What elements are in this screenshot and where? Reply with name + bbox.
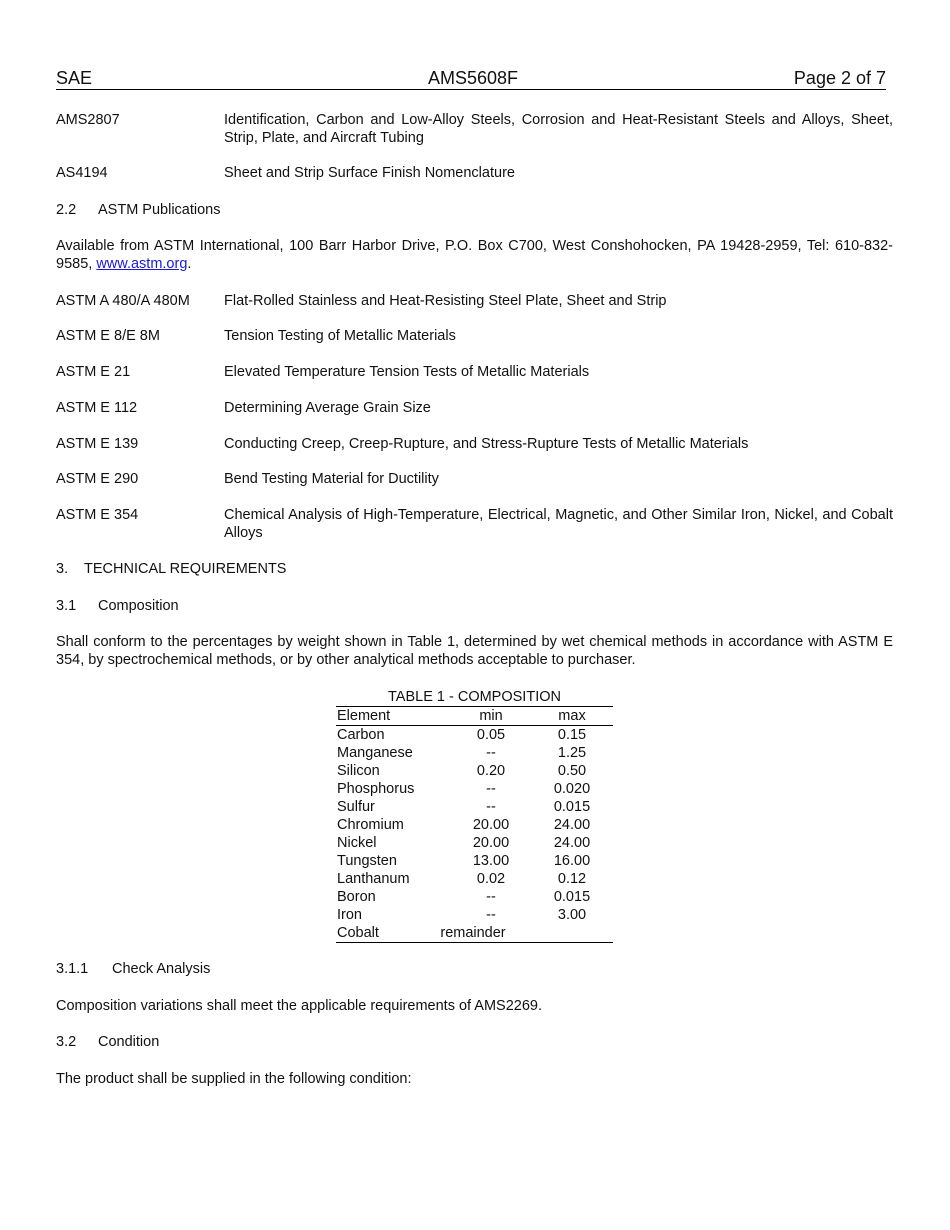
cell-min: -- (486, 745, 496, 761)
reference-code: AMS2807 (56, 112, 120, 128)
column-header-element: Element (337, 708, 391, 724)
reference-entry (56, 470, 893, 488)
section-number: 3.2 (56, 1034, 77, 1050)
cell-element: Lanthanum (337, 871, 410, 887)
reference-entry (56, 164, 893, 182)
cell-min: 0.20 (476, 763, 506, 779)
reference-description: Tension Testing of Metallic Materials (224, 328, 456, 344)
astm-availability-tail: . (187, 256, 192, 272)
cell-max: 24.00 (553, 817, 591, 833)
astm-website-link[interactable]: www.astm.org (96, 256, 188, 272)
header-doc-number: AMS5608F (428, 68, 519, 88)
cell-min: 20.00 (472, 835, 510, 851)
cell-element: Manganese (337, 745, 413, 761)
cell-max: 16.00 (553, 853, 591, 869)
section-number: 3.1.1 (56, 961, 89, 977)
condition-paragraph: The product shall be supplied in the following condition: (56, 1071, 412, 1087)
reference-entry (56, 363, 893, 381)
table-row (336, 888, 613, 906)
section-heading-3 (56, 560, 286, 578)
cell-element: Chromium (337, 817, 404, 833)
reference-entry (56, 435, 893, 453)
table-row (336, 834, 613, 852)
cell-max: 0.12 (557, 871, 587, 887)
cell-max: 3.00 (557, 907, 587, 923)
cell-min: -- (486, 781, 496, 797)
check-analysis-paragraph: Composition variations shall meet the applicable requirements of AMS2269. (56, 998, 543, 1014)
reference-description: Determining Average Grain Size (224, 400, 431, 416)
section-number: 2.2 (56, 202, 77, 218)
table-row (336, 762, 613, 780)
table-row (336, 852, 613, 870)
cell-element: Iron (337, 907, 362, 923)
section-title: TECHNICAL REQUIREMENTS (84, 561, 287, 577)
cell-min: -- (486, 889, 496, 905)
cell-element: Phosphorus (337, 781, 415, 797)
reference-code: ASTM E 354 (56, 507, 139, 523)
composition-paragraph: Shall conform to the percentages by weight shown in Table 1, determined by wet chemical methods in accordance with ASTM E 354, by spectrochemical methods, or by other analytical methods acceptable to purchaser. (56, 634, 893, 668)
reference-code: ASTM E 290 (56, 471, 139, 487)
reference-entry (56, 327, 893, 345)
reference-code: AS4194 (56, 165, 108, 181)
reference-code: ASTM A 480/A 480M (56, 293, 190, 309)
column-header-min: min (479, 708, 503, 724)
reference-description: Elevated Temperature Tension Tests of Metallic Materials (224, 364, 590, 380)
cell-max: 24.00 (553, 835, 591, 851)
cell-element: Tungsten (337, 853, 397, 869)
reference-entry (56, 111, 893, 147)
cell-min: 0.05 (476, 727, 506, 743)
cell-element: Carbon (337, 727, 385, 743)
cell-max: 0.015 (553, 889, 591, 905)
cell-min: 0.02 (476, 871, 506, 887)
section-title: ASTM Publications (98, 202, 221, 218)
cell-element: Sulfur (337, 799, 375, 815)
reference-description: Flat-Rolled Stainless and Heat-Resisting Steel Plate, Sheet and Strip (224, 293, 667, 309)
cell-max: 0.15 (557, 727, 587, 743)
table-row (336, 726, 613, 744)
reference-description: Bend Testing Material for Ductility (224, 471, 439, 487)
header-page-number: Page 2 of 7 (793, 68, 886, 88)
reference-description: Conducting Creep, Creep-Rupture, and Stress-Rupture Tests of Metallic Materials (224, 436, 749, 452)
cell-max: 0.50 (557, 763, 587, 779)
section-title: Condition (98, 1034, 160, 1050)
reference-entry (56, 506, 893, 542)
cell-max: 0.015 (553, 799, 591, 815)
section-title: Check Analysis (112, 961, 211, 977)
reference-entry (56, 399, 893, 417)
cell-min: remainder (440, 925, 506, 941)
section-number: 3. (56, 561, 69, 577)
section-heading-3-1-1 (56, 960, 210, 978)
table-row (336, 816, 613, 834)
table-row (336, 744, 613, 762)
table-row (336, 780, 613, 798)
reference-code: ASTM E 8/E 8M (56, 328, 160, 344)
reference-description: Chemical Analysis of High-Temperature, Electrical, Magnetic, and Other Similar Iron, Nickel, and Cobalt Alloys (224, 507, 893, 541)
reference-code: ASTM E 112 (56, 400, 138, 416)
reference-description: Identification, Carbon and Low-Alloy Steels, Corrosion and Heat-Resistant Steels and Alloys, Sheet, Strip, Plate, and Aircraft Tubing (224, 112, 893, 146)
cell-min: 13.00 (472, 853, 510, 869)
cell-max: 1.25 (557, 745, 587, 761)
cell-element: Boron (337, 889, 376, 905)
table-row (336, 924, 613, 943)
table-row (336, 798, 613, 816)
page-header (56, 67, 886, 90)
table-row (336, 906, 613, 924)
cell-element: Silicon (337, 763, 380, 779)
cell-max: 0.020 (553, 781, 591, 797)
cell-element: Nickel (337, 835, 377, 851)
cell-min: 20.00 (472, 817, 510, 833)
table-header-row (336, 707, 613, 726)
cell-min: -- (486, 799, 496, 815)
reference-code: ASTM E 21 (56, 364, 131, 380)
header-org: SAE (56, 68, 93, 88)
reference-description: Sheet and Strip Surface Finish Nomenclature (224, 165, 515, 181)
section-number: 3.1 (56, 598, 77, 614)
table-caption: TABLE 1 - COMPOSITION (336, 688, 613, 707)
section-heading-3-1 (56, 597, 179, 615)
astm-availability-paragraph (56, 237, 893, 273)
cell-element: Cobalt (337, 925, 379, 941)
cell-min: -- (486, 907, 496, 923)
table-row (336, 870, 613, 888)
section-heading-2-2 (56, 201, 221, 219)
composition-table (336, 688, 613, 943)
section-heading-3-2 (56, 1033, 159, 1051)
column-header-max: max (558, 708, 586, 724)
reference-entry (56, 292, 893, 310)
reference-code: ASTM E 139 (56, 436, 139, 452)
astm-availability-text: Available from ASTM International, 100 Barr Harbor Drive, P.O. Box C700, West Conshohocken, PA 19428-2959, Tel: 610-832-9585, (56, 238, 893, 272)
section-title: Composition (98, 598, 179, 614)
